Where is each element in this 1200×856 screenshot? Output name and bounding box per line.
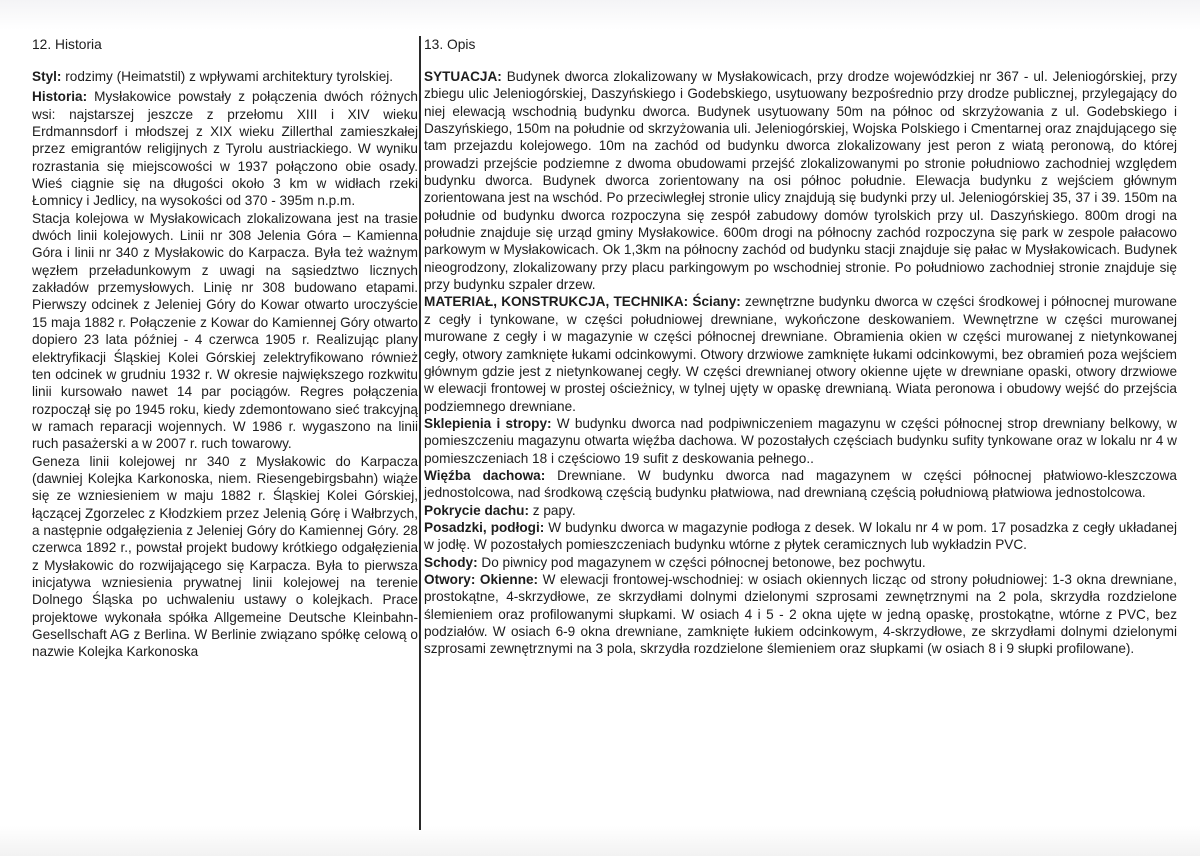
- label-wiezba: Więźba dachowa:: [424, 467, 546, 483]
- paragraph-sytuacja: [424, 68, 1177, 293]
- label-historia: Historia:: [32, 89, 88, 105]
- label-otwory: Otwory: Okienne:: [424, 571, 539, 587]
- label-material: MATERIAŁ, KONSTRUKCJA, TECHNIKA: Ściany:: [424, 294, 741, 310]
- text-pokrycie: z papy.: [529, 502, 576, 518]
- text-material: zewnętrzne budynku dworca w części środkowej i północnej murowane z cegły i tynkowane, w części południowej drewniane, wykończone deskowaniem. Wewnętrzne w części murowanej murowane z cegły i w magazynie w części północnej drewniane. Obramienia okien w części murowanej z nietynkowanej cegły, otwory zamknięte łukami odcinkowymi. Otwory drzwiowe zamknięte łukami odcinkowymi, bez obramień poza wejściem głównym gdzie jest z nietynkowanej cegły. W części drewnianej otwory okienne ujęte w drewniane opaski, otwory drzwiowe w elewacji frontowej w prostej ościeżnicy, w tylnej ujęty w opaskę drewnianą. Wiata peronowa i obudowy wejść do przejścia podziemnego drewniane.: [424, 294, 1177, 414]
- text-wiezba: Drewniane. W budynku dworca nad magazynem w części północnej płatwiowo-kleszczowa jednostolcowa, nad środkową częścią budynku płatwiowa, nad drewnianą częścią południową płatwiowa jednostolcowa.: [424, 467, 1177, 501]
- paragraph-wiezba: [424, 467, 1177, 502]
- paragraph-sklepienia: [424, 415, 1177, 467]
- text-schody: Do piwnicy pod magazynem w części północnej betonowe, bez pochwytu.: [477, 554, 926, 570]
- section-heading-historia: 12. Historia: [32, 37, 102, 52]
- section-heading-opis: 13. Opis: [424, 37, 476, 52]
- history-column: [32, 36, 418, 661]
- paragraph-stacja-kolejowa: [32, 210, 418, 453]
- paragraph-geneza-linii: [32, 453, 418, 661]
- label-styl: Styl:: [32, 69, 62, 84]
- text-otwory: W elewacji frontowej-wschodniej: w osiach okiennych licząc od strony południowej: 1-3 okna drewniane, prostokątne, 4-skrzydłowe, ze skrzydłami dolnymi dzielonymi szprosami zewnętrznymi na 2 pola, skrzydła rozdzielone ślemieniem oraz profilowanymi słupkami. W osiach 4 i 5 - 2 okna ujęte w jedną opaskę, prostokątne, wtórne z PVC, bez podziałów. W osiach 6-9 okna drewniane, zamknięte łukiem odcinkowym, 4-skrzydłowe, ze skrzydłami dolnymi dzielonymi szprosami zewnętrznymi na 3 pola, skrzydła rozdzielone ślemieniem oraz słupkami (w osiach 8 i 9 słupki profilowane).: [424, 571, 1178, 657]
- label-pokrycie: Pokrycie dachu:: [424, 502, 530, 518]
- label-schody: Schody:: [424, 554, 478, 570]
- text-sklepienia: W budynku dworca nad podpiwniczeniem magazynu w części północnej strop drewniany belkowy, w pomieszczeniu magazynu otwarta więźba dachowa. W pozostałych częściach budynku sufity tynkowane oraz w lokalu nr 4 w pomieszczeniach 18 i częściowo 19 sufit z deskowania pełnego..: [424, 415, 1177, 466]
- text-posadzki: W budynku dworca w magazynie podłoga z desek. W lokalu nr 4 w pom. 17 posadzka z cegły układanej w jodłę. W pozostałych pomieszczeniach budynku wtórne z płytek ceramicznych lub wykładzin PVC.: [424, 519, 1177, 553]
- text-styl: rodzimy (Heimatstil) z wpływami architektury tyrolskiej.: [61, 69, 394, 84]
- column-divider: [419, 36, 421, 830]
- paragraph-posadzki: [424, 519, 1177, 554]
- paragraph-styl: [32, 68, 418, 85]
- paragraph-schody: [424, 554, 1177, 571]
- paragraph-otwory: [424, 571, 1177, 658]
- text-stacja-kolejowa: Stacja kolejowa w Mysłakowicach zlokalizowana jest na trasie dwóch linii kolejowych. Linii nr 308 Jelenia Góra – Kamienna Góra i linii nr 340 z Mysłakowic do Karpacza. Była też ważnym węzłem przeładunkowym z uwagi na sąsiedztwo licznych zakładów przemysłowych. Linię nr 308 budowano etapami. Pierwszy odcinek z Jeleniej Góry do Kowar otwarto uroczyście 15 maja 1882 r. Połączenie z Kowar do Kamiennej Góry otwarto dopiero 23 lata później - 4 czerwca 1905 r. Realizując plany elektryfikacji Śląskiej Kolei Górskiej zelektryfikowano również ten odcinek w grudniu 1932 r. W okresie największego rozkwitu linii kursowało nawet 14 par pociągów. Regres połączenia rozpoczął się po 1945 roku, kiedy zdemontowano sieć trakcyjną w ramach reparacji wojennych. W 1986 r. wygaszono na linii ruch pasażerski a w 2007 r. ruch towarowy.: [32, 210, 418, 452]
- label-posadzki: Posadzki, podłogi:: [424, 519, 545, 535]
- text-sytuacja: Budynek dworca zlokalizowany w Mysłakowicach, przy drodze wojewódzkiej nr 367 - ul. Jeleniogórskiej, przy zbiegu ulic Jeleniogórskiej, Daszyńskiego i Godebskiego, usytuowany bezpośrednio przy drodze publicznej, przylegający do niej elewacją wschodnią budynku dworca. Budynek usytuowany 50m na północ od skrzyżowania z ul. Godebskiego i Daszyńskiego, 150m na południe od skrzyżowania uli. Jeleniogórskiej, Wojska Polskiego i Cmentarnej oraz znajdującego się tam przejazdu kolejowego. 10m na zachód od budynku dworca zlokalizowany jest peron z wiatą peronową, do której prowadzi przejście podziemne z dwoma obudowami przejść zlokalizowanymi po stronie południowo zachodniej względem budynku dworca. Budynek dworca zorientowany na osi północ południe. Elewacja budynku z wejściem głównym zorientowana jest na wschód. Po przeciwległej stronie ulicy znajdują się budynki przy ul. Jeleniogórskiej 35, 37 i 39. 150m na południe od budynku dworca rozpoczyna się zespół zabudowy domów tyrolskich przy ul. Daszyńskiego. 800m drogi na południe znajduje się urząd gminy Mysłakowice. 600m drogi na północny zachód rozpoczyna się park w zespole pałacowo parkowym w Mysłakowicach. Ok 1,3km na północny zachód od budynku stacji znajduje się pałac w Mysłakowicach. Budynek nieogrodzony, zlokalizowany przy placu parkingowym po wschodniej stronie. Po południowo zachodniej stronie znajduje się przy budynku szpaler drzew.: [424, 69, 1177, 293]
- text-historia: Mysłakowice powstały z połączenia dwóch różnych wsi: najstarszej jeszcze z przełomu XIII i XIV wieku Erdmannsdorf i młodszej z XIX wieku Zillerthal zamieszkałej przez emigrantów religijnych z Tyrolu austriackiego. W wyniku rozrastania się miejscowości w 1937 połączono obie osady. Wieś ciągnie się na długości około 3 km w widłach rzeki Łomnicy i Jedlicy, na wysokości od 370 - 395m n.p.m.: [32, 89, 418, 209]
- paragraph-historia: [32, 88, 418, 209]
- paragraph-pokrycie: [424, 502, 1177, 519]
- label-sklepienia: Sklepienia i stropy:: [424, 415, 552, 431]
- paragraph-material: [424, 293, 1177, 414]
- text-geneza-linii: Geneza linii kolejowej nr 340 z Mysłakowic do Karpacza (dawniej Kolejka Karkonoska, niem. Riesengebirgsbahn) wiąże się ze wzniesieniem w maju 1882 r. Śląskiej Kolei Górskiej, łączącej Zgorzelec z Kłodzkiem przez Jelenią Górę i Wałbrzych, a następnie odgałęzienia z Jeleniej Góry do Kamiennej Góry. 28 czerwca 1892 r., powstał projekt budowy krótkiego odgałęzienia z Mysłakowic do rozwijającego się Karpacza. Była to pierwsza inicjatywa wzniesienia prywatnej linii kolejowej na terenie Dolnego Śląska po uchwaleniu ustawy o kolejkach. Prace projektowe wykonała spółka Allgemeine Deutsche Kleinbahn-Gesellschaft AG z Berlina. W Berlinie związano spółkę celową o nazwie Kolejka Karkonoska: [32, 453, 418, 660]
- label-sytuacja: SYTUACJA:: [424, 69, 502, 84]
- description-column: [424, 36, 1177, 658]
